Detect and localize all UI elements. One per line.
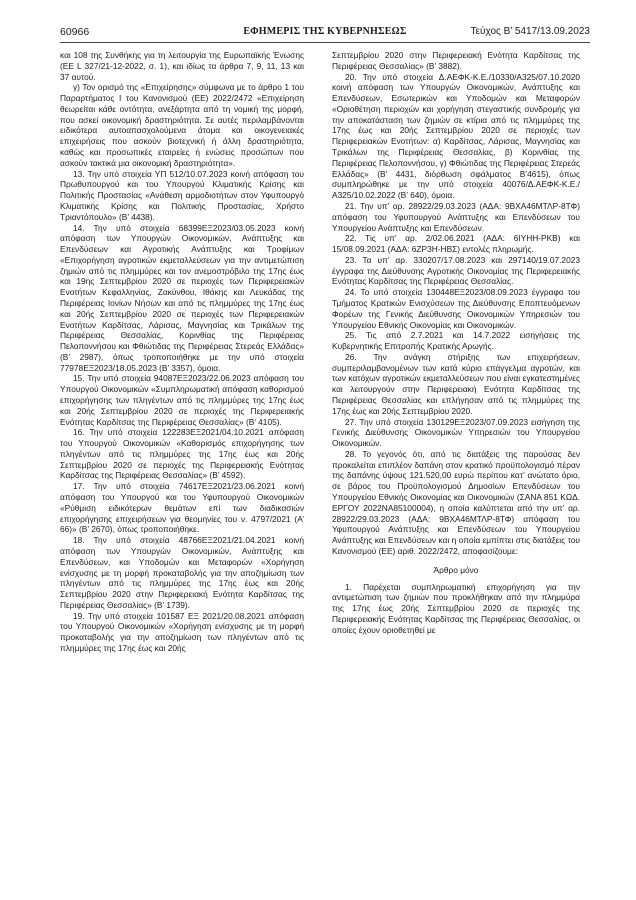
header-divider	[60, 42, 590, 43]
paragraph: 28. Το γεγονός ότι, από τις διατάξεις της παρούσας δεν προκαλείται επιπλέον δαπάνη στον κρατικό προϋπολογισμό πέραν της δαπάνης ύψους 121.520,00 ευρώ περίπου κατ’ ανώτατο όριο, σε βάρος του Προϋπολογισμού Δημοσίων Επενδύσεων του Υπουργείου Εθνικής Οικονομίας και Οικονομικών (ΣΑΝΑ 851 ΚΩΔ. ΕΡΓΟΥ 2022ΝΑ85100004), η οποία καλύπτεται από την υπ’ αρ. 28922/29.03.2023 (ΑΔΑ: 9ΒΧΑ46ΜΤΛΡ-8ΤΦ) απόφαση του Υφυπουργού Ανάπτυξης και Επενδύσεων του Υπουργείου Ανάπτυξης και Επενδύσεων και η οποία εμπίπτει στις διατάξεις του Κανονισμού (ΕΕ) αριθ. 2022/2472, αποφασίζουμε:	[332, 448, 580, 556]
paragraph: 16. Την υπό στοιχεία 122283ΕΞ2021/04.10.2021 απόφαση του Υπουργού Οικονομικών «Καθορισμός επιχορήγησης των πληγέντων από τις πλημμύρες της 17ης έως και 20ής Σεπτεμβρίου 2020 σε περιοχές της Περιφερειακής Ενότητας Καρδίτσας της Περιφέρειας Θεσσαλίας» (Β’ 4592).	[60, 427, 304, 481]
paragraph: 22. Τις υπ’ αρ. 2/02.06.2021 (ΑΔΑ: 6ΙΥΗΗ-ΡΚΒ) και 15/08.09.2021 (ΑΔΑ: 6ΖΡ3Η-ΗΒΣ) εντολές πληρωμής.	[332, 233, 580, 255]
paragraph: 14. Την υπό στοιχεία 68399ΕΞ2023/03.05.2023 κοινή απόφαση των Υπουργών Οικονομικών, Ανάπτυξης και Επενδύσεων και Αγροτικής Ανάπτυξης και Τροφίμων «Επιχορήγηση αγροτικών εκμεταλλεύσεων για την αντιμετώπιση ζημιών από τις πλημμύρες και τον ανεμοστρόβιλο της 17ης έως και 19ης Σεπτεμβρίου 2020 σε περιοχές των Περιφερειακών Ενοτήτων Κεφαλληνίας, Ζακύνθου, Ιθάκης και Λευκάδας της Περιφέρειας Ιονίων Νήσων και από τις πλημμύρες της 17ης έως και 20ής Σεπτεμβρίου 2020 σε περιοχές των Περιφερειακών Ενοτήτων Καρδίτσας, Λάρισας, Μαγνησίας και Τρικάλων της Περιφέρειας Θεσσαλίας, Κορινθίας της Περιφέρειας Πελοποννήσου και Φθιώτιδας της Περιφέρειας Στερεάς Ελλάδας» (Β’ 2987), όπως τροποποιήθηκε με την υπό στοιχεία 77978ΕΞ2023/18.05.2023 (Β’ 3357), όμοια.	[60, 222, 304, 373]
page-number: 60966	[60, 26, 90, 38]
paragraph: 21. Την υπ’ αρ. 28922/29.03.2023 (ΑΔΑ: 9ΒΧΑ46ΜΤΛΡ-8ΤΦ) απόφαση του Υφυπουργού Ανάπτυξης και Επενδύσεων του Υπουργείου Ανάπτυξης και Επενδύσεων.	[332, 200, 580, 233]
newspaper-title: ΕΦΗΜΕΡΙΣ ΤΗΣ ΚΥΒΕΡΝΗΣΕΩΣ	[243, 26, 407, 37]
paragraph: γ) Τον ορισμό της «Επιχείρησης» σύμφωνα με το άρθρο 1 του Παραρτήματος I του Κανονισμού (ΕΕ) 2022/2472 «Επιχείρηση θεωρείται κάθε οντότητα, ανεξάρτητα από τη νομική της μορφή, που ασκεί οικονομική δραστηριότητα. Σε αυτές περιλαμβάνονται ειδικότερα αυτοαπασχολούμενα άτομα και οικογενειακές επιχειρήσεις που ασκούν βιοτεχνική ή άλλη δραστηριότητα, καθώς και προσωπικές εταιρείες ή ενώσεις προσώπων που ασκούν τακτικά μια οικονομική δραστηριότητα».	[60, 82, 304, 168]
paragraph: 18. Την υπό στοιχεία 48766ΕΞ2021/21.04.2021 κοινή απόφαση των Υπουργών Οικονομικών, Ανάπτυξης και Επενδύσεων, και Υποδομών και Μεταφορών «Χορήγηση ενίσχυσης με τη μορφή προκαταβολής για την αποζημίωση των πληγέντων από τις πλημμύρες της 17ης έως και 20ής Σεπτεμβρίου 2020 στην Περιφερειακή Ενότητα Καρδίτσας της Περιφέρειας Θεσσαλίας» (Β’ 1739).	[60, 535, 304, 610]
paragraph: 26. Την ανάγκη στήριξης των επιχειρήσεων, συμπεριλαμβανομένων των κατά κύριο επάγγελμα αγροτών, και των κατόχων αγροτικών εκμεταλλεύσεων που είναι εγκατεστημένες και λειτουργούν στην Περιφερειακή Ενότητα Καρδίτσας της Περιφέρειας Θεσσαλίας και επλήγησαν από τις πλημμύρες της 17ης έως και 20ής Σεπτεμβρίου 2020.	[332, 351, 580, 416]
paragraph: και 108 της Συνθήκης για τη λειτουργία της Ευρωπαϊκής Ένωσης (ΕΕ L 327/21-12-2022, σ. 1), και ιδίως τα άρθρα 7, 9, 11, 13 και 37 αυτού.	[60, 50, 304, 82]
left-column	[60, 50, 304, 654]
paragraph: 25. Τις από 2.7.2021 και 14.7.2022 εισηγήσεις της Κυβερνητικής Επιτροπής Κρατικής Αρωγής.	[332, 330, 580, 352]
paragraph: 19. Την υπό στοιχεία 101587 ΕΞ 2021/20.08.2021 απόφαση του Υπουργού Οικονομικών «Χορήγηση ενίσχυσης με τη μορφή προκαταβολής για την αποζημίωση των πληγέντων από τις πλημμύρες της 17ης έως και 20ής	[60, 610, 304, 653]
paragraph: 13. Την υπό στοιχεία ΥΠ 512/10.07.2023 κοινή απόφαση του Πρωθυπουργού και του Υπουργού Κλιματικής Κρίσης και Πολιτικής Προστασίας «Ανάθεση αρμοδιοτήτων στον Υφυπουργό Κλιματικής Κρίσης και Πολιτικής Προστασίας, Χρήστο Τριαντόπουλο» (Β’ 4438).	[60, 168, 304, 222]
paragraph: 17. Την υπό στοιχεία 74617ΕΞ2021/23.06.2021 κοινή απόφαση του Υπουργού και του Υφυπουργού Οικονομικών «Ρύθμιση ειδικότερων θεμάτων επί των διαδικασιών επιχορήγησης επιχειρήσεων για θεομηνίες του ν. 4797/2021 (Α’ 66)» (Β’ 2670), όπως τροποποιήθηκε.	[60, 481, 304, 535]
page-header	[60, 25, 590, 39]
issue-label: Τεύχος Β’ 5417/13.09.2023	[470, 26, 590, 37]
article-paragraph: 1. Παρέχεται συμπληρωματική επιχορήγηση για την αντιμετώπιση των ζημιών που προκλήθηκαν από την πλημμύρα της 17ης έως 20ής Σεπτεμβρίου 2020 σε περιοχές της Περιφερειακής Ενότητας Καρδίτσας της Περιφέρειας Θεσσαλίας, οι οποίες έχουν οριοθετηθεί με	[332, 581, 580, 635]
article-heading: Άρθρο μόνο	[433, 564, 479, 575]
paragraph: Σεπτεμβρίου 2020 στην Περιφερειακή Ενότητα Καρδίτσας της Περιφέρειας Θεσσαλίας» (Β’ 3882).	[332, 50, 580, 71]
paragraph: 23. Τα υπ’ αρ. 330207/17.08.2023 και 297140/19.07.2023 έγγραφα της Διεύθυνσης Αγροτικής Οικονομίας της Περιφερειακής Ενότητας Καρδίτσας της Περιφέρειας Θεσσαλίας.	[332, 254, 580, 287]
paragraph: 24. Το υπό στοιχεία 130448ΕΞ2023/08.09.2023 έγγραφο του Τμήματος Κρατικών Ενισχύσεων της Διεύθυνσης Εποπτευόμενων Φορέων της Γενικής Διεύθυνσης Οικονομικών Υπηρεσιών του Υπουργείου Εθνικής Οικονομίας και Οικονομικών.	[332, 287, 580, 330]
paragraph: 20. Την υπό στοιχεία Δ.ΑΕΦΚ-Κ.Ε./10330/Α325/07.10.2020 κοινή απόφαση των Υπουργών Οικονομικών, Ανάπτυξης και Επενδύσεων, Εσωτερικών και Υποδομών και Μεταφορών «Οριοθέτηση περιοχών και χορήγηση στεγαστικής συνδρομής για την αποκατάσταση των ζημιών σε κτίρια από τις πλημμύρες της 17ης έως και 20ής Σεπτεμβρίου 2020 σε περιοχές των Περιφερειακών Ενοτήτων: α) Καρδίτσας, Λάρισας, Μαγνησίας και Τρικάλων της Περιφέρειας Θεσσαλίας, β) Κορινθίας της Περιφέρειας Πελοποννήσου, γ) Φθιώτιδας της Περιφέρειας Στερεάς Ελλάδας» (Β’ 4431, διόρθωση σφάλματος Β’4615), όπως συμπληρώθηκε με την υπό στοιχεία 40076/Δ.ΑΕΦΚ-Κ.Ε./Α325/10.02.2022 (Β’ 640), όμοια.	[332, 71, 580, 201]
paragraph: 27. Την υπό στοιχεία 130129ΕΞ2023/07.09.2023 εισήγηση της Γενικής Διεύθυνσης Οικονομικών Υπηρεσιών του Υπουργείου Οικονομικών.	[332, 416, 580, 449]
right-column	[332, 50, 580, 635]
paragraph: 15. Την υπό στοιχεία 94087ΕΞ2023/22.06.2023 απόφαση του Υπουργού Οικονομικών «Συμπληρωματική απόφαση καθορισμού επιχορήγησης των πληγέντων από τις πλημμύρες της 17ης έως και 20ής Σεπτεμβρίου 2020 σε περιοχές της Περιφερειακής Ενότητας Καρδίτσας της Περιφέρειας Θεσσαλίας» (Β’ 4105).	[60, 373, 304, 427]
